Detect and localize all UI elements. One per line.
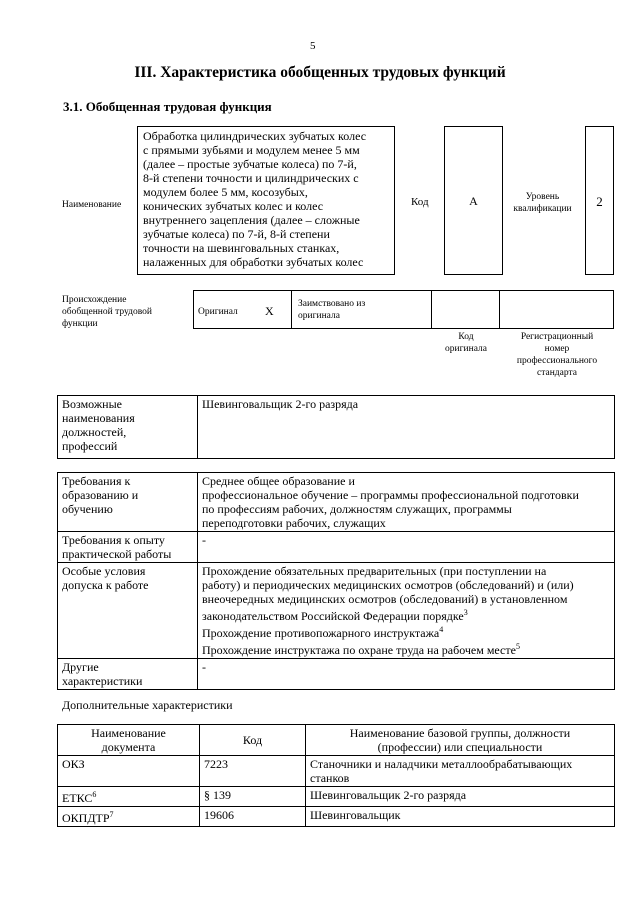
header-code: Код — [200, 725, 306, 756]
education-line: профессиональное обучение – программы профессиональной подготовки — [202, 488, 579, 502]
page-number: 5 — [310, 40, 316, 52]
reg-number-caption: Регистрационный номер профессионального стандарта — [516, 332, 598, 378]
code-original-caption: Код оригинала — [445, 332, 487, 354]
admission-value — [198, 563, 615, 659]
origin-divider — [431, 290, 432, 329]
function-name-box: Обработка цилиндрических зубчатых колес с прямыми зубьями и модулем менее 5 мм (далее – простые зубчатые колеса) по 7-й, 8-й степени точности и цилиндрических с модулем более 5 мм, косозубых, конических зубчатых колес и колес внутреннего зацепления (далее – сложные зубчатые колеса) по 7-й, 8-й степени точности на шевинговальных станках, налаженных для обработки зубчатых колес — [137, 126, 395, 275]
education-value — [198, 473, 615, 532]
code-label: Код — [411, 196, 429, 208]
section-title: III. Характеристика обобщенных трудовых функций — [134, 64, 506, 81]
row-code: 19606 — [200, 807, 306, 827]
additional-title: Дополнительные характеристики — [62, 698, 233, 712]
admission-line: Прохождение инструктажа по охране труда на рабочем месте$^5$ — [202, 642, 520, 657]
admission-line: законодательством Российской Федерации порядке$^3$ — [202, 608, 468, 623]
row-name: Шевинговальщик 2-го разряда — [306, 787, 615, 807]
experience-value: - — [198, 532, 615, 563]
table-row — [58, 532, 615, 563]
level-box — [585, 126, 614, 275]
level-value: 2 — [596, 194, 603, 209]
table-row — [58, 807, 615, 827]
header-document: Наименование документа — [58, 725, 200, 756]
admission-line: Прохождение обязательных предварительных (при поступлении на — [202, 564, 547, 578]
table-row — [58, 787, 615, 807]
table-row — [58, 473, 615, 532]
origin-box — [193, 290, 614, 329]
original-label: Оригинал — [198, 307, 238, 317]
row-doc: ОКПДТР$^7$ — [58, 807, 200, 827]
admission-line: внеочередных медицинских осмотров (обследований) в установленном — [202, 592, 568, 606]
positions-table — [57, 395, 615, 459]
origin-divider — [499, 290, 500, 329]
origin-label: Происхождение обобщенной трудовой функции — [62, 295, 152, 329]
row-code: § 139 — [200, 787, 306, 807]
education-line: Среднее общее образование и — [202, 474, 355, 488]
table-row — [58, 563, 615, 659]
original-mark: X — [265, 304, 274, 318]
footnote-ref[interactable]: 6 — [92, 790, 97, 799]
row-doc: ОКЗ — [58, 756, 200, 787]
other-label: Другие характеристики — [58, 659, 198, 690]
origin-divider — [291, 290, 292, 329]
row-name: Станочники и наладчики металлообрабатывающих станков — [306, 756, 615, 787]
footnote-ref[interactable]: 4 — [439, 625, 444, 634]
row-doc: ЕТКС$^6$ — [58, 787, 200, 807]
header-group-name: Наименование базовой группы, должности (профессии) или специальности — [306, 725, 615, 756]
positions-value: Шевинговальщик 2-го разряда — [198, 396, 615, 459]
education-line: по профессиям рабочих, должностям служащих, программы — [202, 502, 512, 516]
subsection-title: 3.1. Обобщенная трудовая функция — [63, 99, 272, 114]
admission-label: Особые условия допуска к работе — [58, 563, 198, 659]
table-row — [58, 396, 615, 459]
footnote-ref[interactable]: 7 — [109, 810, 114, 819]
additional-table — [57, 724, 615, 827]
name-label: Наименование — [62, 200, 122, 210]
admission-line: Прохождение противопожарного инструктажа$^4$ — [202, 625, 444, 640]
requirements-table — [57, 472, 615, 690]
footnote-ref[interactable]: 3 — [463, 608, 468, 617]
other-value: - — [198, 659, 615, 690]
table-row — [58, 725, 615, 756]
footnote-ref[interactable]: 5 — [515, 642, 520, 651]
positions-label: Возможные наименования должностей, профессий — [58, 396, 198, 459]
row-code: 7223 — [200, 756, 306, 787]
level-label: Уровень квалификации — [513, 192, 572, 214]
table-row — [58, 659, 615, 690]
borrowed-label: Заимствовано из оригинала — [298, 299, 366, 321]
row-name: Шевинговальщик — [306, 807, 615, 827]
table-row — [58, 756, 615, 787]
code-box — [444, 126, 503, 275]
code-value: A — [469, 194, 478, 208]
education-line: переподготовки рабочих, служащих — [202, 516, 386, 530]
admission-line: работу) и периодических медицинских осмотров (обследований) и (или) — [202, 578, 574, 592]
education-label: Требования к образованию и обучению — [58, 473, 198, 532]
experience-label: Требования к опыту практической работы — [58, 532, 198, 563]
